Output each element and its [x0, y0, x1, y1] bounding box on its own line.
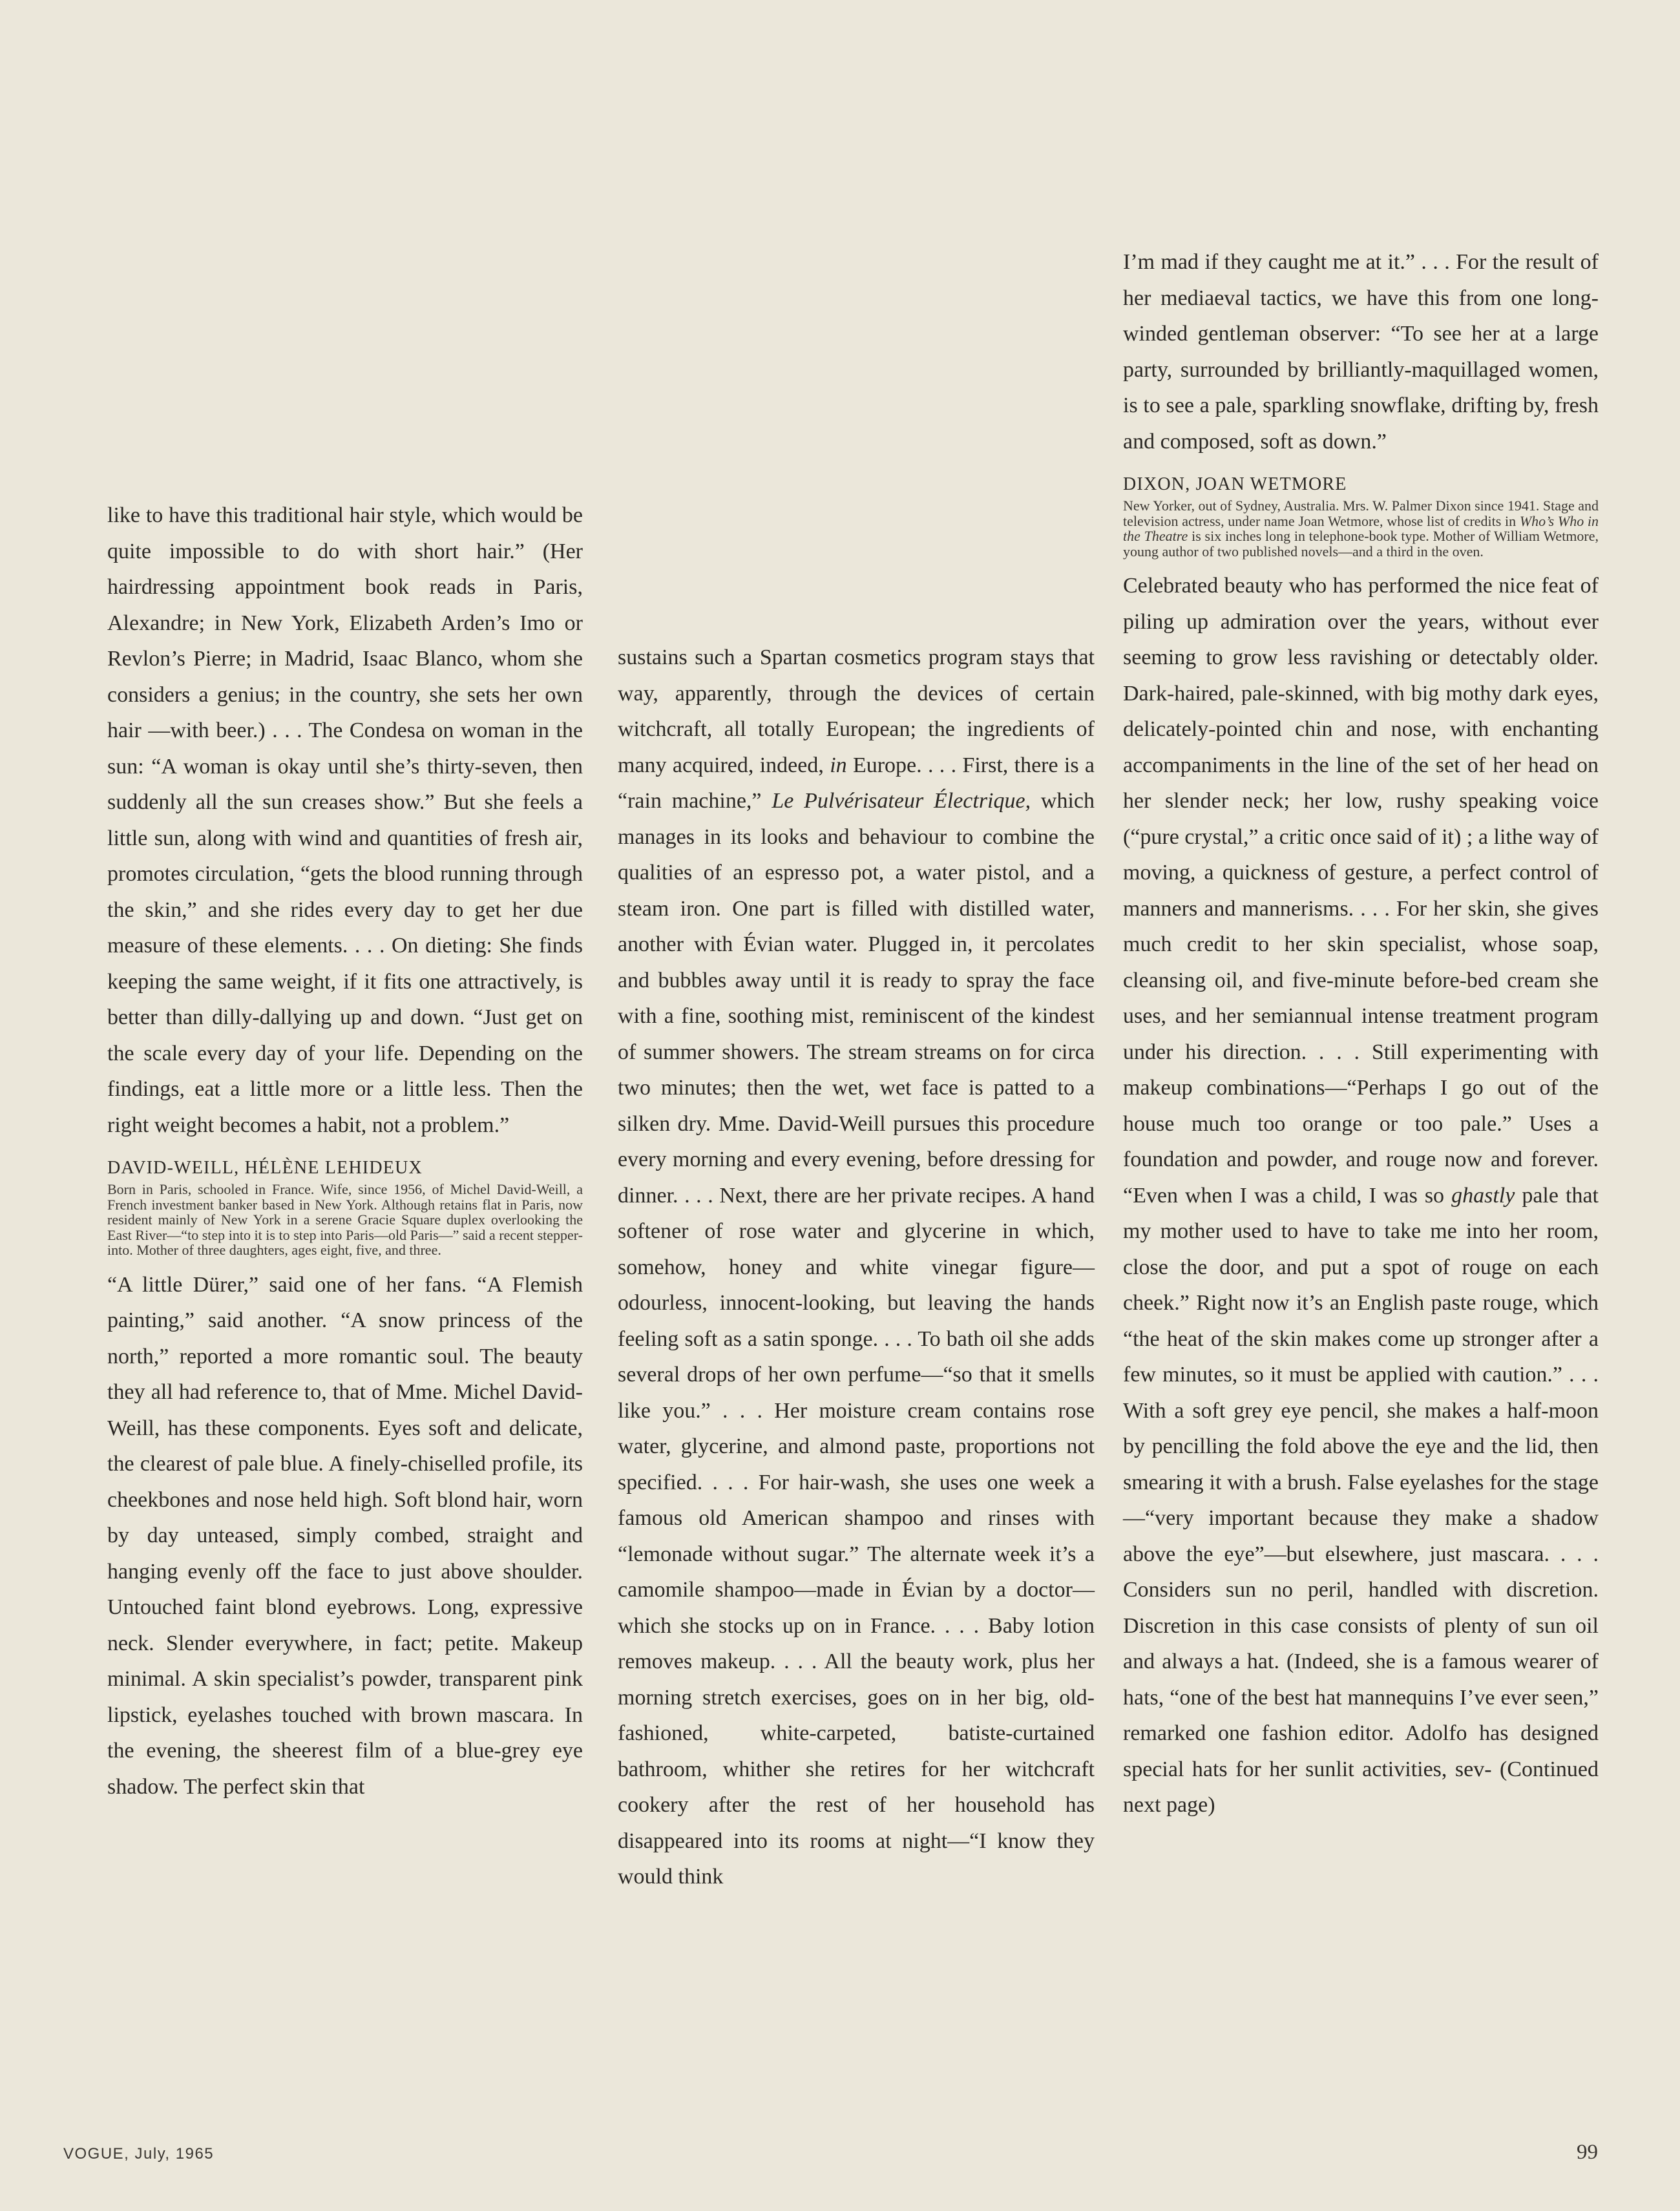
text-run: sustains such a Spartan cosmetics program stays that way, apparently, through the devices of certain witchcraft, all totally European; the ingredients of many acquired, indeed, [618, 645, 1095, 777]
text-run: pale that my mother used to have to take me into her room, close the door, and put a spot of rouge on each cheek.” Right now it’s an English paste rouge, which “the heat of the skin makes come up stronger after a few minutes, so it must be applied with caution.” . . . With a soft grey eye pencil, she makes a half-moon by pencilling the fold above the eye and the lid, then smearing it with a brush. False eyelashes for the stage—“very important because they make a shadow above the eye”—but elsewhere, just mascara. . . . Considers sun no peril, handled with discretion. Discretion in this case consists of plenty of sun oil and always a hat. (Indeed, she is a famous wearer of hats, “one of the best hat mannequins I’ve ever seen,” remarked one fashion editor. Adolfo has designed special hats for her sunlit activities, sev- [1123, 1183, 1599, 1781]
entry-heading-dixon: DIXON, JOAN WETMORE [1123, 474, 1347, 494]
text-run: which manages in its looks and behaviour to combine the qualities of an espresso pot, a water pistol, and a steam iron. One part is filled with distilled water, another with Évian water. Plugged in, it percolates and bubbles away until it is ready to spray the face with a fine, soothing mist, reminiscent of the kindest of summer showers. The stream streams on for circa two minutes; then the wet, wet face is patted to a silken dry. Mme. David-Weill pursues this procedure every morning and every evening, before dressing for dinner. . . . Next, there are her private recipes. A hand softener of rose water and glycerine in which, somehow, honey and white vinegar figure—odourless, innocent-looking, but leaving the hands feeling soft as a satin sponge. . . . To bath oil she adds several drops of her own perfume—“so that it smells like you.” . . . Her moisture cream contains rose water, glycerine, and almond paste, proportions not specified. . . . For hair-wash, she uses one week a famous old American shampoo and rinses with “lemonade without sugar.” The alternate week it’s a camomile shampoo—made in Évian by a doctor—which she stocks up on in France. . . . Baby lotion removes makeup. . . . All the beauty work, plus her morning stretch exercises, goes on in her big, old-fashioned, white-carpeted, batiste-curtained bathroom, whither she retires for her witchcraft cookery after the rest of her household has disappeared into its rooms at night—“I know they would think [618, 789, 1095, 1889]
footer-magazine-date: VOGUE, July, 1965 [63, 2145, 215, 2163]
text-column-left [107, 498, 583, 1805]
dixon-paragraph [1123, 568, 1599, 1823]
book-title: Who’s Who in the Theatre [1123, 512, 1599, 544]
text-run: is six inches long in telephone-book type. Mother of William Wetmore, young author of two published novels—and a third in the oven. [1123, 528, 1599, 560]
david-weill-continued-paragraph [618, 640, 1095, 1895]
david-weill-closing-paragraph: I’m mad if they caught me at it.” . . . For the result of her mediaeval tactics, we have this from one long-winded gentleman observer: “To see her at a large party, surrounded by brilliantly-maquillaged women, is to see a pale, sparkling snowflake, drifting by, fresh and composed, soft as down.” [1123, 250, 1599, 454]
entry-heading-david-weill: DAVID-WEILL, HÉLÈNE LEHIDEUX [107, 1158, 423, 1178]
device-name: Le Pulvérisateur Électrique, [772, 789, 1031, 813]
italic-ghastly: ghastly [1451, 1183, 1515, 1208]
entry-bio-david-weill: Born in Paris, schooled in France. Wife, since 1956, of Michel David-Weill, a French investment banker based in New York. Although retains flat in Paris, now resident mainly of New York in a serene Gracie Square duplex overlooking the East River—“to step into it is to step into Paris—old Paris—” said a recent stepper-into. Mother of three daughters, ages eight, five, and three. [107, 1181, 583, 1258]
david-weill-paragraph: “A little Dürer,” said one of her fans. “A Flemish painting,” said another. “A snow princess of the north,” reported a more romantic soul. The beauty they all had reference to, that of Mme. Michel David-Weill, has these components. Eyes soft and delicate, the clearest of pale blue. A finely-chiselled profile, its cheekbones and nose held high. Soft blond hair, worn by day unteased, simply combed, straight and hanging evenly off the face to just above shoulder. Untouched faint blond eyebrows. Long, expressive neck. Slender everywhere, in fact; petite. Makeup minimal. A skin specialist’s powder, transparent pink lipstick, eyelashes touched with brown mascara. In the evening, the sheerest film of a blue-grey eye shadow. The perfect skin that [107, 1272, 583, 1799]
text-column-middle [618, 640, 1095, 1895]
entry-bio-dixon [1123, 498, 1599, 559]
page-number: 99 [1577, 2141, 1598, 2164]
text-run: Europe. . . . First, there is a “rain machine,” [618, 753, 1095, 813]
text-run: New Yorker, out of Sydney, Australia. Mrs. W. Palmer Dixon since 1941. Stage and television actress, under name Joan Wetmore, whose list of credits in [1123, 498, 1599, 529]
continued-note: (Continued next page) [1123, 1757, 1599, 1817]
italic-in: in [830, 753, 847, 777]
text-column-right [1123, 244, 1599, 1823]
text-run: Celebrated beauty who has performed the nice feat of piling up admiration over the years, without ever seeming to grow less ravishing or detectably older. Dark-haired, pale-skinned, with big mothy dark eyes, delicately-pointed chin and nose, with enchanting accompaniments in the line of the set of her head on her slender neck; her low, rushy speaking voice (“pure crystal,” a critic once said of it) ; a lithe way of moving, a quickness of gesture, a perfect control of manners and mannerisms. . . . For her skin, she gives much credit to her skin specialist, whose soap, cleansing oil, and five-minute before-bed cream she uses, and her semiannual intense treatment program under his direction. . . . Still experimenting with makeup combinations—“Perhaps I go out of the house much too orange or too pale.” Uses a foundation and powder, and rouge now and forever. “Even when I was a child, I was so [1123, 574, 1599, 1208]
condesa-paragraph: like to have this traditional hair style, which would be quite impossible to do with short hair.” (Her hairdressing appointment book reads in Paris, Alexandre; in New York, Elizabeth Arden’s Imo or Revlon’s Pierre; in Madrid, Isaac Blanco, whom she considers a genius; in the country, she sets her own hair —with beer.) . . . The Condesa on woman in the sun: “A woman is okay until she’s thirty-seven, then suddenly all the sun creases show.” But she feels a little sun, along with wind and quantities of fresh air, promotes circulation, “gets the blood running through the skin,” and she rides every day to get her due measure of these elements. . . . On dieting: She finds keeping the same weight, if it fits one attractively, is better than dilly-dallying up and down. “Just get on the scale every day of your life. Depending on the findings, eat a little more or a little less. Then the right weight becomes a habit, not a problem.” [107, 503, 583, 1137]
